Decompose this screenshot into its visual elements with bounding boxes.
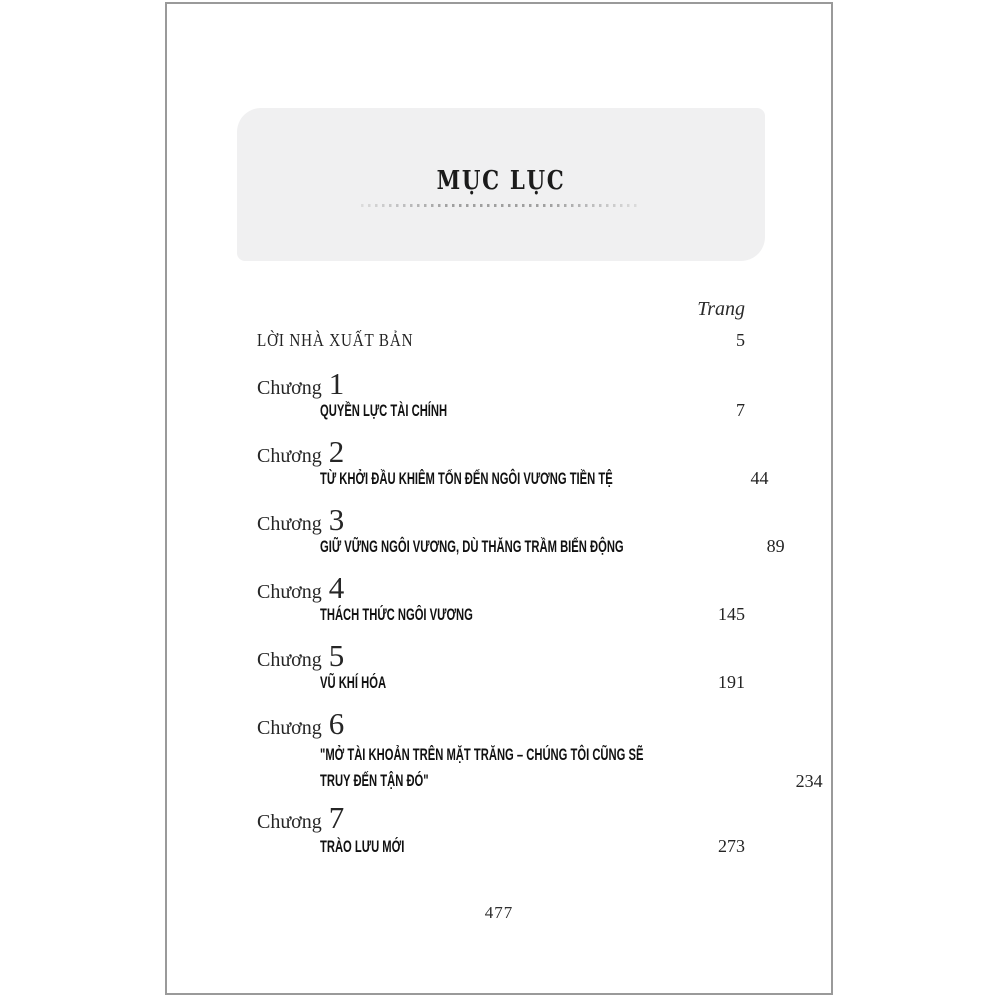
page-title: MỤC LỤC	[436, 166, 566, 196]
chapter-page-number: 44	[750, 468, 769, 488]
chapter-title-line-1: "MỞ TÀI KHOẢN TRÊN MẶT TRĂNG – CHÚNG TÔI CŨNG SẼ	[320, 746, 644, 764]
chapter-page-number: 145	[718, 604, 745, 624]
chapter-number: 2	[328, 434, 345, 469]
toc-entry-chapter-5	[320, 672, 745, 693]
chapter-title: VŨ KHÍ HÓA	[320, 674, 387, 692]
chapter-7-heading	[257, 800, 345, 835]
chapter-prefix: Chương	[257, 377, 322, 399]
chapter-number: 4	[328, 570, 345, 605]
chapter-prefix: Chương	[257, 649, 322, 671]
chapter-number: 1	[328, 366, 345, 401]
chapter-4-heading	[257, 570, 345, 605]
chapter-page-number: 7	[736, 400, 745, 420]
chapter-6-heading	[257, 706, 345, 741]
chapter-number: 7	[328, 800, 345, 835]
toc-entry-chapter-6	[320, 742, 823, 794]
chapter-title-line-2: TRUY ĐẾN TẬN ĐÓ"	[320, 772, 429, 790]
front-matter-label: LỜI NHÀ XUẤT BẢN	[257, 330, 414, 350]
chapter-1-heading	[257, 366, 345, 401]
chapter-prefix: Chương	[257, 717, 322, 739]
toc-entry-front-matter	[257, 330, 745, 351]
toc-entry-chapter-4	[320, 604, 745, 625]
front-matter-page-number: 5	[736, 330, 745, 350]
chapter-prefix: Chương	[257, 581, 322, 603]
title-underline-dots	[361, 204, 637, 207]
chapter-title: THÁCH THỨC NGÔI VƯƠNG	[320, 606, 473, 624]
chapter-page-number: 89	[766, 536, 785, 556]
toc-entry-chapter-1	[320, 400, 745, 421]
toc-entry-chapter-2	[320, 468, 769, 489]
chapter-number: 5	[328, 638, 345, 673]
page-border-frame	[165, 2, 833, 995]
chapter-title: QUYỀN LỰC TÀI CHÍNH	[320, 402, 448, 420]
chapter-5-heading	[257, 638, 345, 673]
toc-header-box	[237, 108, 765, 261]
chapter-page-number: 191	[718, 672, 745, 692]
chapter-2-heading	[257, 434, 345, 469]
chapter-prefix: Chương	[257, 513, 322, 535]
chapter-page-number: 234	[795, 771, 823, 791]
chapter-number: 6	[328, 706, 345, 741]
chapter-title: TRÀO LƯU MỚI	[320, 838, 405, 856]
page-column-header: Trang	[697, 298, 745, 320]
chapter-title: GIỮ VỮNG NGÔI VƯƠNG, DÙ THĂNG TRẦM BIẾN ĐỘNG	[320, 538, 624, 556]
chapter-prefix: Chương	[257, 445, 322, 467]
chapter-title: TỪ KHỞI ĐẦU KHIÊM TỐN ĐẾN NGÔI VƯƠNG TIỀN TỆ	[320, 470, 613, 488]
chapter-number: 3	[328, 502, 345, 537]
chapter-page-number: 273	[718, 836, 745, 856]
chapter-title	[320, 742, 643, 794]
chapter-prefix: Chương	[257, 811, 322, 833]
chapter-3-heading	[257, 502, 345, 537]
toc-entry-chapter-3	[320, 536, 785, 557]
toc-entry-chapter-7	[320, 836, 745, 857]
book-page-number: 477	[484, 903, 514, 922]
